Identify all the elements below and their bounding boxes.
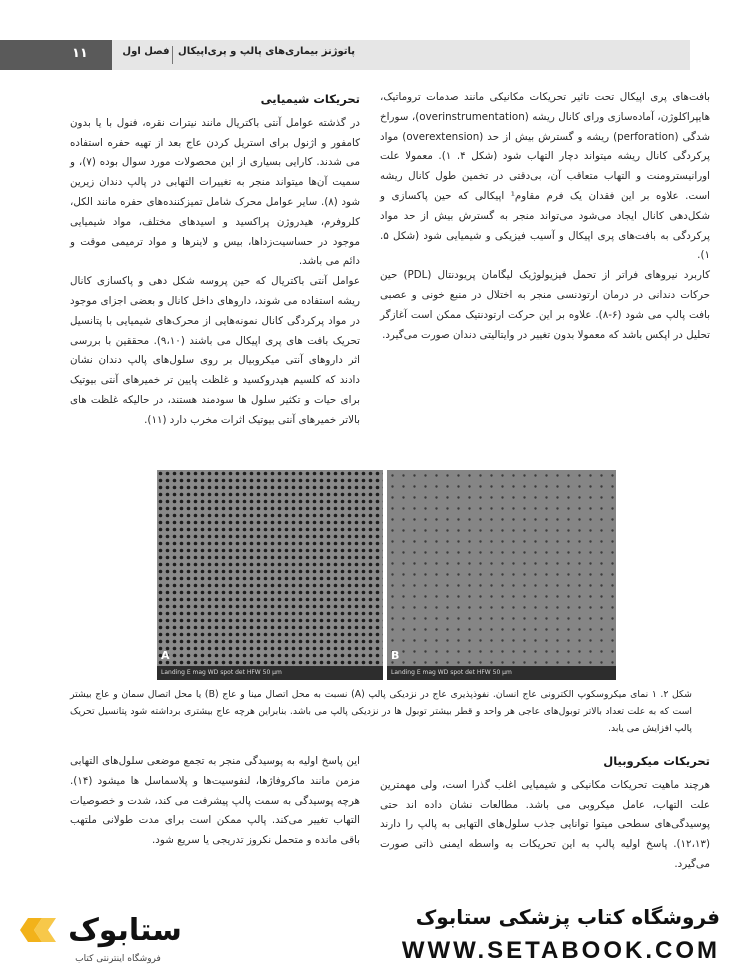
page-number: ۱۱ xyxy=(72,46,88,61)
paragraph: عوامل آنتی باکتریال که حین پروسه شکل دهی و پاکسازی کانال ریشه استفاده می شوند، داروهای داخل کانال و بعضی اجزای موجود در مواد پرکردگی کانال نمونه‌هایی از محرک‌های شیمیایی با پتانسیل تحریک بافت های پری اپیکال می باشند (۹،۱۰). محققین با بررسی اثر داروهای آنتی میکروبیال بر روی سلول‌های پالپ دندان نشان دادند که کلسیم هیدروکسید و غلظت پایین تر خمیرهای آنتی بیوتیک برای حیات و تکثیر سلول ها سودمند هستند، در حالیکه غلظت های بالاتر خمیرهای آنتی بیوتیک اثرات مخرب دارد (۱۱). xyxy=(70,275,360,426)
panel-label-b: B xyxy=(391,649,400,662)
store-url: WWW.SETABOOK.COM xyxy=(401,937,720,964)
svg-text:ستابوک: ستابوک xyxy=(68,913,182,948)
paragraph: در گذشته عوامل آنتی باکتریال مانند نیترات نقره، فنول با یا بدون کامفور و اژنول برای استریل کردن عاج بعد از تهیه حفره استفاده می شدند. کارایی بسیاری از این محصولات مورد سوال بوده (۷)، و سمیت آن‌ها میتواند منجر به تغییرات التهابی در پالپ دندان زیرین شود (۸). سایر عوامل محرک شامل تمیزکننده‌های حفره مانند الکل، کلروفرم، هیدروژن پراکسید و اسیدهای مختلف، مواد شیمیایی موجود در حساسیت‌زداها، بیس و لاینرها و مواد ترمیمی موقت و دائم می باشد. xyxy=(70,116,361,268)
running-title: پاتوژنز بیماری‌های پالپ و پری‌اپیکال xyxy=(178,46,355,57)
sem-texture-b xyxy=(387,470,616,680)
sem-image-b xyxy=(387,470,616,680)
chapter-label: فصل اول xyxy=(122,46,170,57)
bottom-left-column xyxy=(70,752,360,851)
page-number-box xyxy=(0,40,112,70)
header-divider xyxy=(172,46,173,64)
sem-image-a xyxy=(157,470,383,680)
left-column xyxy=(70,90,360,431)
paragraph: هرچند ماهیت تحریکات مکانیکی و شیمیایی اغلب گذرا است، ولی مهمترین علت التهاب، عامل میکروبی می باشد. مطالعات نشان داده اند حتی پوسیدگی‌های سطحی میتوا توانایی جذب سلول‌های التهابی به پالپ را دارند (۱۲،۱۳). پاسخ اولیه پالپ به این تحریکات به واسطه ایمنی ذاتی صورت می‌گیرد. xyxy=(380,778,710,870)
right-column xyxy=(380,88,710,345)
bottom-right-column xyxy=(380,752,710,875)
store-name: فروشگاه کتاب پزشکی ستابوک xyxy=(415,905,720,929)
sem-info-text: Landing E mag WD spot det HFW 50 µm xyxy=(391,669,512,676)
section-heading: تحریکات میکروبیال xyxy=(603,754,710,768)
paragraph: این پاسخ اولیه به پوسیدگی منجر به تجمع موضعی سلول‌های التهابی مزمن مانند ماکروفاژها، لنفوسیت‌ها و پلاسماسل ها میشود (۱۴). هرچه پوسیدگی به سمت پالپ پیشرفت می کند، شدت و خصوصیات التهاب تغییر می‌کند. پالپ ممکن است برای مدت طولانی ملتهب باقی مانده و متحمل نکروز تدریجی یا سریع شود. xyxy=(70,755,360,847)
sem-texture-a xyxy=(157,470,383,680)
sem-info-bar xyxy=(157,666,383,680)
logo-subtitle: فروشگاه اینترنتی کتاب xyxy=(75,954,161,964)
panel-label-a: A xyxy=(161,649,170,662)
paragraph: کاربرد نیروهای فراتر از تحمل فیزیولوژیک لیگامان پریودنتال (PDL) حین حرکات دندانی در درمان ارتودنسی منجر به اختلال در منبع خونی و عصبی بافت پالپ می شود (۶-۸). علاوه بر این حرکت ارتودنتیک ممکن است آغازگر تحلیل در اپکس باشد که معمولا بدون تغییر در وایتالیتی دندان صورت می‌گیرد. xyxy=(380,269,710,341)
paragraph: بافت‌های پری اپیکال تحت تاثیر تحریکات مکانیکی مانند صدمات تروماتیک، هایپراکلوژن، آماده‌سازی ورای کانال ریشه (overinstrumentation)، سوراخ شدگی (perforation) ریشه و گسترش بیش از حد (overextension) مواد پرکردگی کانال ریشه میتواند دچار التهاب شود (شکل ۴. ۱). معمولا علت اورانیسترومنت و التهاب متعاقب آن، بی‌دقتی در تخمین طول کانال ریشه است. علاوه بر این فقدان یک فرم مقاوم¹ اپیکالی که حین پاکسازی و شکل‌دهی کانال ایجاد می‌شود می‌تواند منجر به گسترش بیش از حد مواد پرکردگی به بافت‌های پری اپیکال و آسیب فیزیکی و شیمیایی شود (شکل ۵. ۱). xyxy=(380,91,710,262)
sem-info-text: Landing E mag WD spot det HFW 50 µm xyxy=(161,669,282,676)
figure-caption: شکل ۲. ۱ نمای میکروسکوپ الکترونی عاج انسان. نفوذپذیری عاج در نزدیکی پالپ (A) نسبت به محل اتصال مینا و عاج (B) یا محل اتصال سمان و عاج بیشتر است که به علت تعداد بالاتر توبول‌های عاجی هر واحد و قطر بیشتر توبول ها در نزدیکی پالپ می باشد. بنابراین هرچه عاج بیشتری برداشته شود پتانسیل تحریک پالپ افزایش می یابد. xyxy=(70,689,692,734)
section-heading: تحریکات شیمیایی xyxy=(260,92,360,106)
sem-info-bar xyxy=(387,666,616,680)
